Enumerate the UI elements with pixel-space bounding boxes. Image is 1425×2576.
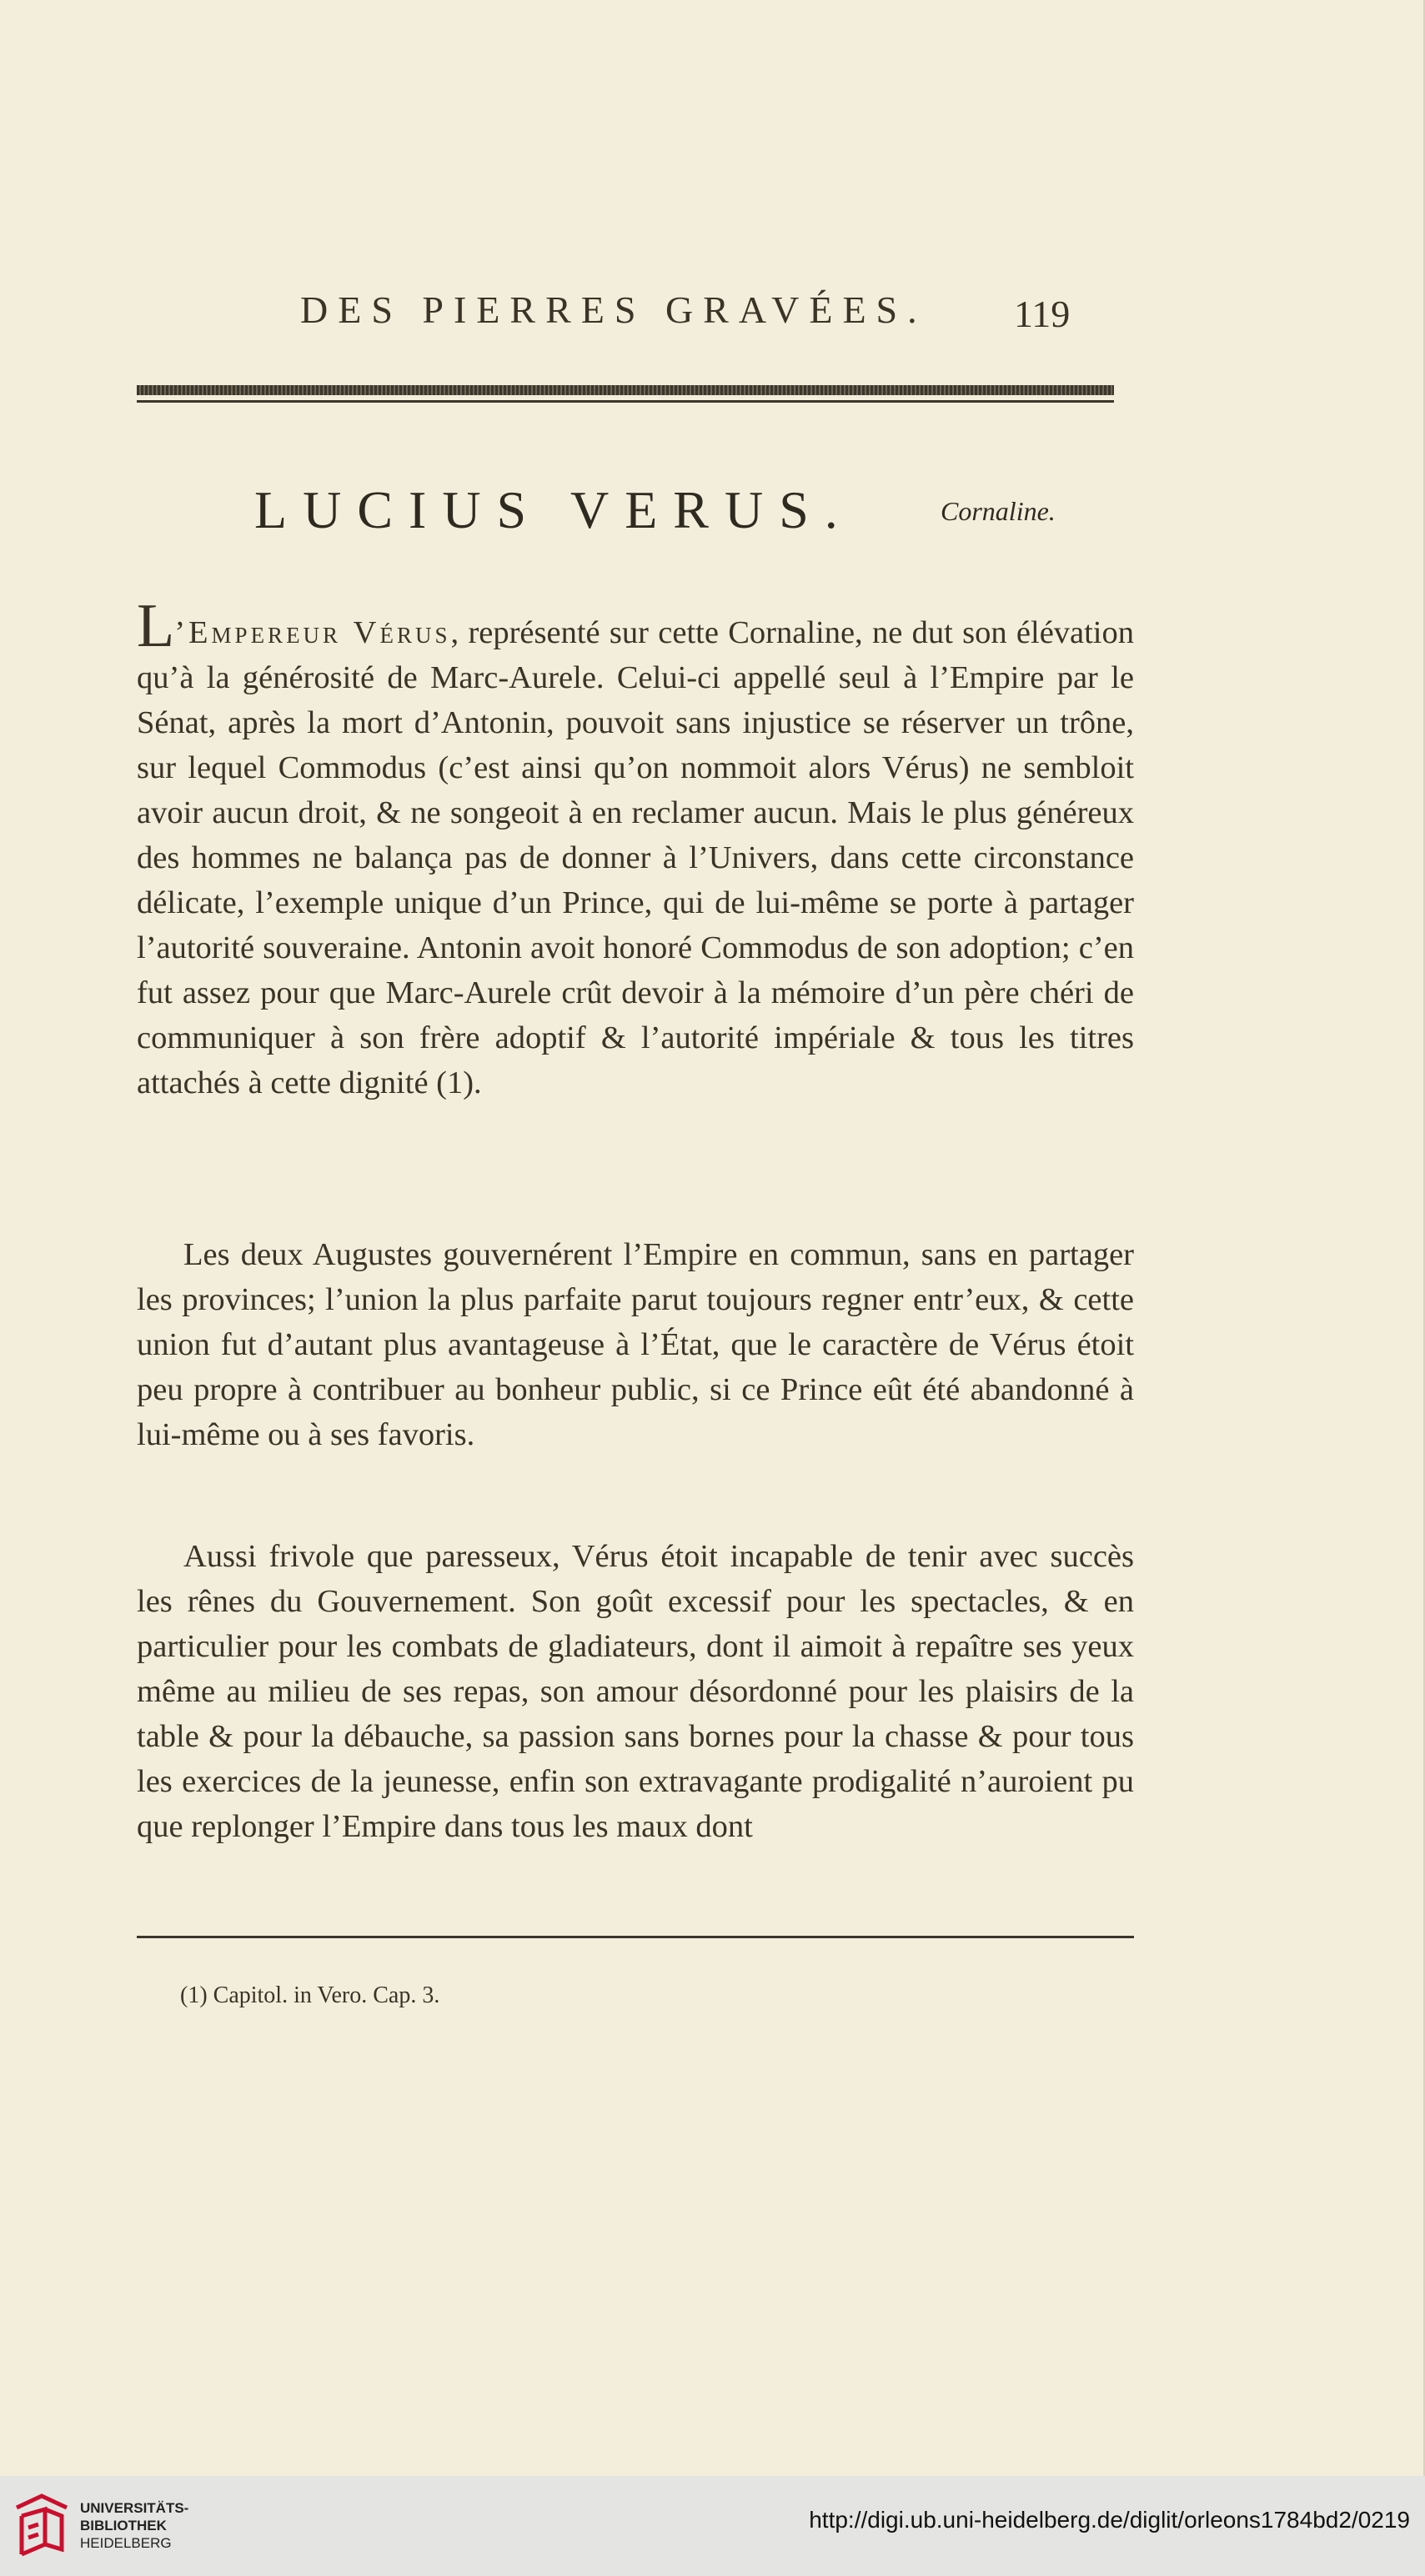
footnote: (1) Capitol. in Vero. Cap. 3. [180, 1982, 440, 2008]
library-name-line-3: HEIDELBERG [80, 2535, 172, 2551]
library-name [80, 2499, 188, 2552]
running-head: DES PIERRES GRAVÉES. [300, 288, 927, 331]
opening-smallcaps: ’Empereur [174, 615, 342, 650]
section-subtitle: Cornaline. [941, 496, 1056, 526]
paragraph-1-text: , représenté sur cette Cornaline, ne dut son élévation qu’à la générosité de Marc-Aurele. Celui-ci appellé seul à l’Empire par le Sénat, après la mort d’Antonin, pouvoit sans injustice se réserver un trône, sur lequel Commodus (c’est ainsi qu’on nommoit alors Vérus) ne sembloit avoir aucun droit, & ne songeoit à en reclamer aucun. Mais le plus généreux des hommes ne balança pas de donner à l’Univers, dans cette circonstance délicate, l’exemple unique d’un Prince, qui de lui-même se porte à partager l’autorité souveraine. Antonin avoit honoré Commodus de son adoption; c’en fut assez pour que Marc-Aurele crût devoir à la mémoire d’un père chéri de communiquer à son frère adoptif & l’autorité impériale & tous les titres attachés à cette dignité (1). [137, 615, 1135, 1100]
footnote-rule [137, 1936, 1134, 1938]
library-name-line-1: UNIVERSITÄTS- [80, 2500, 189, 2516]
drop-cap: L [137, 592, 175, 660]
header-ornamental-rule [137, 385, 1114, 395]
library-name-line-2: BIBLIOTHEK [80, 2518, 167, 2533]
header-thin-rule [137, 400, 1114, 403]
opening-name: Vérus [341, 615, 451, 650]
section-title: LUCIUS VERUS. [254, 480, 854, 539]
paragraph-2: Les deux Augustes gouvernérent l’Empire en commun, sans en partager les provinces; l’union la plus parfaite parut toujours regner entr’eux, & cette union fut d’autant plus avantageuse à l’État, que le caractère de Vérus étoit peu propre à contribuer au bonheur public, si ce Prince eût été abandonné à lui-même ou à ses favoris. [137, 1237, 1134, 1452]
heidelberg-library-logo-icon[interactable] [12, 2491, 72, 2561]
paragraph-1 [137, 592, 1135, 1105]
page-number: 119 [1014, 293, 1071, 335]
permalink-url[interactable]: http://digi.ub.uni-heidelberg.de/diglit/orleons1784bd2/0219 [809, 2507, 1410, 2533]
paragraph-3: Aussi frivole que paresseux, Vérus étoit incapable de tenir avec succès les rênes du Gouvernement. Son goût excessif pour les spectacles, & en particulier pour les combats de gladiateurs, dont il aimoit à repaître ses yeux même au milieu de ses repas, son amour désordonné pour les plaisirs de la table & pour la débauche, sa passion sans bornes pour la chasse & pour tous les exercices de la jeunesse, enfin son extravagante prodigalité n’auroient pu que replonger l’Empire dans tous les maux dont [137, 1539, 1134, 1844]
